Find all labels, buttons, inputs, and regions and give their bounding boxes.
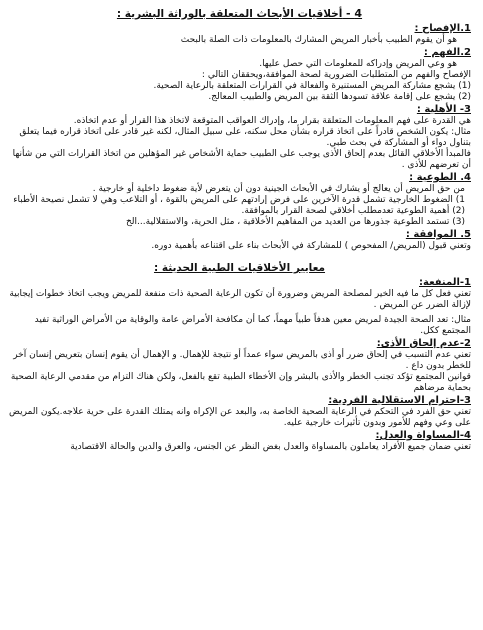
list-item: (2) أهمية الطوعية تعدمطلب أخلاقي لصحة القرار بالموافقة. [241,206,465,216]
list-item: (2) يشجع على إقامة علاقة تسودها الثقة بين المريض والطبيب المعالج. [208,92,471,102]
paragraph: تعني حق الفرد في التحكم في الرعاية الصحية الخاصة به، والبعد عن الإكراه وانه يمتلك القدرة على حرية علاجه.يكون المريض على وعي وفهم للأمور وبدون تأثيرات خارجية عليه. [9,407,471,428]
list-item: 1) الضغوط الخارجية تشمل قدرة الآخرين على فرض إرادتهم على المريض بالقوة ، أو التلاعب وهي لا تشمل نصيحة الأطباء [13,195,465,205]
paragraph: تعني فعل كل ما فيه الخير لمصلحة المريض وضرورة أن تكون الرعاية الصحية ذات منفعة للمريض ويجب اتخاذ خطوات إيجابية لإزالة الضرر عن المريض . [9,289,471,310]
paragraph: قوانين المجتمع تؤكد تجنب الخطر والأذى بالبشر وإن الأخطاء الطبية تقع بالفعل، ولكن هناك التزام من مقدمي الرعاية الصحية بحماية مرضاهم [10,372,471,393]
heading-non-maleficence: 2-عدم إلحاق الأذى: [376,338,471,349]
paragraph: هو وعي المريض وإدراكه للمعلومات التي حصل عليها. [259,59,457,69]
heading-justice: 4-المساواة والعدل: [375,430,471,441]
heading-voluntariness: 4. الطوعية : [409,172,471,183]
paragraph: هو أن يقوم الطبيب بأخبار المريض المشارك بالمعلومات ذات الصلة بالبحث [180,35,457,45]
list-item: (3) تستمد الطوعية جذورها من العديد من المفاهيم الأخلاقية ، مثل الحرية، والاستقلالية...الخ [126,217,465,227]
heading-consent: 5. الموافقة : [405,229,471,240]
heading-capacity: 3- الأهلية : [416,104,471,115]
section-title-genetics-ethics [8,7,471,21]
section-number: 4 - [346,7,363,20]
paragraph: تعني عدم التسبب في إلحاق ضرر أو أذى بالمريض سواء عمداً أو نتيجة للإهمال. و الإهمال أن يقوم إنسان بتعريض إنسان آخر للخطر بدون داع . [13,350,471,371]
paragraph: مثال: تعد الصحة الجيدة لمريض معين هدفاً طبياً مهماً، كما أن مكافحة الأمراض عامة والوقاية من الأمراض الوراثية تفيد المجتمع ككل. [34,315,471,336]
heading-autonomy: 3-احترام الاستقلالية الفردية: [328,395,471,406]
paragraph: فالمبدأ الأخلاقي القائل بعدم إلحاق الأذى يوجب على الطبيب حماية الأشخاص غير المؤهلين من اتخاذ القرارات التي من شأنها أن تعرضهم للأذى . [12,149,471,170]
paragraph: من حق المريض أن يعالج أو يشارك في الأبحاث الجينية دون أن يتعرض لأية ضغوط داخلية أو خارجية . [92,184,465,194]
paragraph: الإفصاح والفهم من المتطلبات الضرورية لصحة الموافقة،ويحققان التالي : [201,70,471,80]
heading-beneficence: 1-المنفعة: [419,277,471,288]
section-title-modern-ethics: معايير الأخلاقيات الطبية الحديثة : [153,262,326,274]
paragraph: مثال: يكون الشخص قادراً على اتخاذ قراره بشأن محل سكنه، على سبيل المثال، لكنه غير قادر على اتخاذ قراره فيما يتعلق بتناول دواء أو المشاركة في بحث طبي. [19,127,471,148]
heading-disclosure: 1.الإفصاح : [414,23,471,34]
paragraph: تعني ضمان جميع الأفراد يعاملون بالمساواة والعدل بغض النظر عن الجنس، والعرق والدين والحالة الاقتصادية [70,442,471,452]
paragraph: وتعني قبول (المريض/ المفحوص ) للمشاركة في الأبحاث بناء على اقتناعه بأهمية دوره. [151,241,471,251]
heading-understanding: 2.الفهم : [423,47,471,58]
list-item: (1) يشجع مشاركة المريض المستنيرة والفعالة في القرارات المتعلقة بالرعاية الصحية. [153,81,471,91]
paragraph: هي القدرة على فهم المعلومات المتعلقة بقرار ما، وإدراك العواقب المتوقعة لاتخاذ هذا القرار أو عدم اتخاذه. [73,116,471,126]
section-title-text: أخلاقيات الأبحاث المتعلقة بالوراثة البشرية : [116,8,343,20]
